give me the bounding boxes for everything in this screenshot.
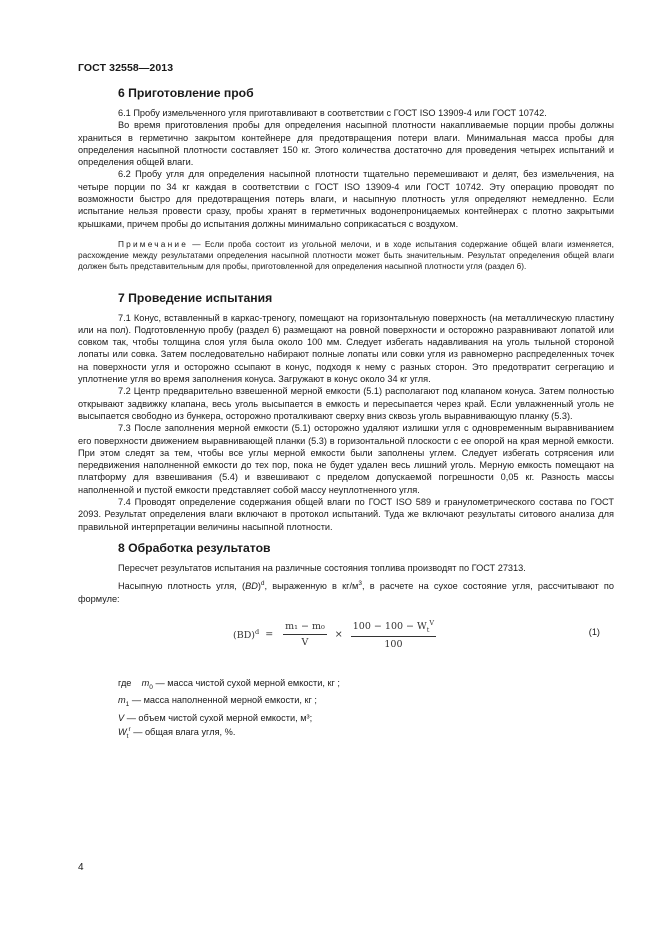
formula-legend	[78, 677, 614, 744]
page-content	[78, 86, 614, 744]
formula-lhs: (BD)$^d$	[233, 627, 260, 641]
section-6-title: 6 Приготовление проб	[118, 86, 254, 100]
paragraph-7-1: 7.1 Конус, вставленный в каркас-треногу, помещают на горизонтальную поверхность (на металлическую пластину или на пол). Подготовленную пробу (раздел 6) размещают на ровной поверхности и осторожно разравнивают лопатой или совком так, чтобы толщина слоя угля была около 100 мм. Следует избегать надавливания на уголь тыльной стороной лопаты или совка. Затем последовательно набирают полные лопаты или совки угля из равномерно распределенных точек на поверхности угля и осторожно ссыпают в конус, подходя к нему с разных сторон. Это предотвратит сегрегацию и уплотнение угля во время заполнения конуса. Загружают в конус около 34 кг угля.	[78, 312, 614, 385]
page-number: 4	[78, 862, 84, 873]
paragraph-7-2: 7.2 Центр предварительно взвешенной мерной емкости (5.1) располагают под клапаном конуса. Затем полностью открывают задвижку клапана, весь уголь высыпается в емкость и пересыпается через край. Если увлажненный уголь не высыпается свободно из бункера, осторожно проталкивают сверху вниз сквозь уголь выравнивающую планку (5.3).	[78, 386, 614, 421]
note-text: — Если проба состоит из угольной мелочи, и в ходе испытания содержание общей влаги изменяется, расхождение между результатами определения насыпной плотности может быть значительным. Результат определения общей влаги должен быть представительным для пробы, приготовленной для определения насыпной плотности угля (раздел 6).	[78, 238, 614, 272]
paragraph-7-4: 7.4 Проводят определение содержания общей влаги по ГОСТ ISO 589 и гранулометрического состава по ГОСТ 2093. Результат определения влаги включают в протокол испытаний. Туда же включают результаты ситового анализа для правильной интерпретации величины насыпной плотности.	[78, 497, 614, 532]
paragraph-8-1: Пересчет результатов испытания на различные состояния топлива производят по ГОСТ 27313.	[118, 562, 526, 573]
paragraph-6-2: 6.2 Пробу угля для определения насыпной плотности тщательно перемешивают и делят, без измельчения, на четыре порции по 34 кг каждая в соответствии с ГОСТ ISO 13909-4 или ГОСТ 10742. Эту операцию проводят по возможности быстро для предотвращения потерь влаги, и насыпную плотность угля определяют немедленно. Если испытание нельзя провести сразу, пробы хранят в герметичных водонепроницаемых контейнерах с плотно закрытыми крышками, причем пробы до испытания должны минимально соприкасаться с воздухом.	[78, 169, 614, 229]
paragraph-8-2: Насыпную плотность угля, (BD)$^d$, выраженную в $кг/м^3$, в расчете на сухое состояние угля, рассчитывают по формуле:	[78, 580, 614, 604]
fraction-moisture: $\frac{100 - 100 - W_t^V}{100}$	[352, 618, 435, 650]
legend-item-w: $W_t^r$ — общая влага угля, %.	[118, 726, 236, 741]
legend-item-v: V — объем чистой сухой мерной емкости, м³;	[118, 712, 313, 723]
paragraph-7-3: 7.3 После заполнения мерной емкости (5.1) осторожно удаляют излишки угля с одновременным выравниванием его поверхности движением выравнивающей планки (5.3) в горизонтальной плоскости с ее опорой на края мерной емкости. При этом следят за тем, чтобы все углы мерной емкости были заполнены углем. Следует избегать сотрясения или передвижения наполненной емкости до тех пор, пока не будет удален весь лишний уголь. Мерную емкость помещают на платформу для взвешивания (5.4) и взвешивают с пределом допускаемой погрешности 0,05 кг. Разность массы наполненной и пустой емкости представляет собой массу неуплотненного угля.	[78, 423, 614, 495]
note-label: Примечание	[118, 238, 189, 249]
note	[78, 239, 614, 273]
fraction-mass-volume: $\frac{\text{m₁ − m₀}}{V}$	[285, 620, 325, 648]
section-7-title: 7 Проведение испытания	[118, 290, 273, 305]
paragraph-6-1-b: Во время приготовления пробы для определения насыпной плотности накапливаемые порции пробы должны храниться в герметично закрытом контейнере для предотвращения потери влаги. Минимальная масса пробы для определения насыпной плотности составляет 150 кг. Этого количества достаточно для проведения четырех испытаний и определения общей влаги.	[78, 120, 614, 168]
legend-item-m1: $m_1$ — масса наполненной мерной емкости, кг ;	[118, 695, 317, 709]
document-id-header: ГОСТ 32558—2013	[78, 62, 174, 74]
paragraph-6-1: 6.1 Пробу измельченного угля приготавливают в соответствии с ГОСТ ISO 13909-4 или ГОСТ 10742.	[118, 108, 547, 118]
formula-1: (BD)$^d$ = $\frac{\text{m₁ − m₀}}{V}$ × $\frac{100 - 100 - W_t^V}{100}$	[233, 618, 435, 650]
formula-number: (1)	[588, 626, 600, 637]
section-8-title: 8 Обработка результатов	[118, 540, 271, 555]
legend-item-m0: где $m_0$ — масса чистой сухой мерной емкости, кг ;	[118, 677, 340, 691]
bd-symbol: BD	[245, 581, 258, 592]
formula-block	[78, 613, 614, 659]
